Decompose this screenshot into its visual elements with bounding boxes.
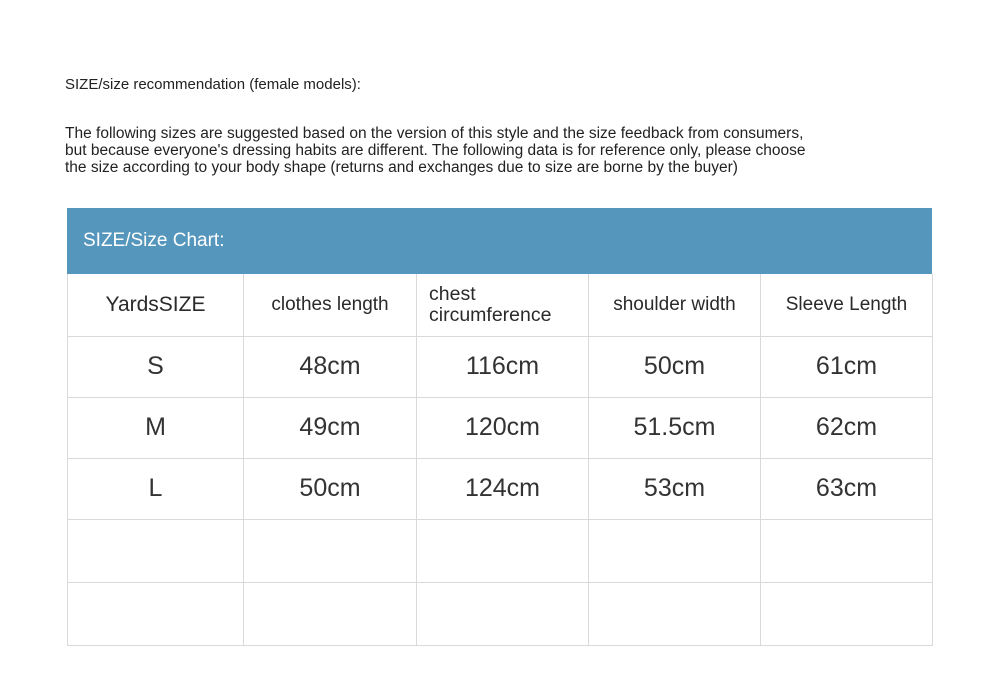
empty-cell [589,519,761,582]
clothes-length-cell: 49cm [244,397,417,458]
guidance-line: The following sizes are suggested based on the version of this style and the size feedback from consumers, [65,125,804,142]
guidance-line: the size according to your body shape (returns and exchanges due to size are borne by the buyer) [65,159,738,176]
column-header-size: YardsSIZE [68,274,244,336]
empty-cell [589,582,761,645]
chest-cell: 120cm [417,397,589,458]
clothes-length-cell: 50cm [244,458,417,519]
sleeve-cell: 61cm [761,336,933,397]
empty-cell [761,519,933,582]
size-cell: M [68,397,244,458]
chest-cell: 116cm [417,336,589,397]
size-cell: L [68,458,244,519]
shoulder-cell: 50cm [589,336,761,397]
size-chart [67,208,932,646]
size-chart-title: SIZE/Size Chart: [67,208,932,274]
sleeve-cell: 63cm [761,458,933,519]
empty-cell [244,582,417,645]
shoulder-cell: 53cm [589,458,761,519]
empty-cell [417,519,589,582]
empty-table-row [68,582,933,645]
empty-cell [417,582,589,645]
empty-cell [68,519,244,582]
empty-cell [68,582,244,645]
size-recommendation-heading: SIZE/size recommendation (female models): [65,76,361,93]
size-cell: S [68,336,244,397]
sleeve-cell: 62cm [761,397,933,458]
size-guidance-paragraph [65,125,940,176]
guidance-line: but because everyone's dressing habits are different. The following data is for reference only, please choose [65,142,806,159]
column-header-shoulder-width: shoulder width [589,274,761,336]
column-header-chest-circumference: chest circumference [417,274,589,336]
clothes-length-cell: 48cm [244,336,417,397]
shoulder-cell: 51.5cm [589,397,761,458]
empty-cell [244,519,417,582]
column-header-clothes-length: clothes length [244,274,417,336]
chest-cell: 124cm [417,458,589,519]
table-row [68,336,933,397]
table-header-row [68,274,933,336]
size-table [67,274,933,646]
column-header-sleeve-length: Sleeve Length [761,274,933,336]
empty-cell [761,582,933,645]
table-row [68,397,933,458]
table-row [68,458,933,519]
empty-table-row [68,519,933,582]
